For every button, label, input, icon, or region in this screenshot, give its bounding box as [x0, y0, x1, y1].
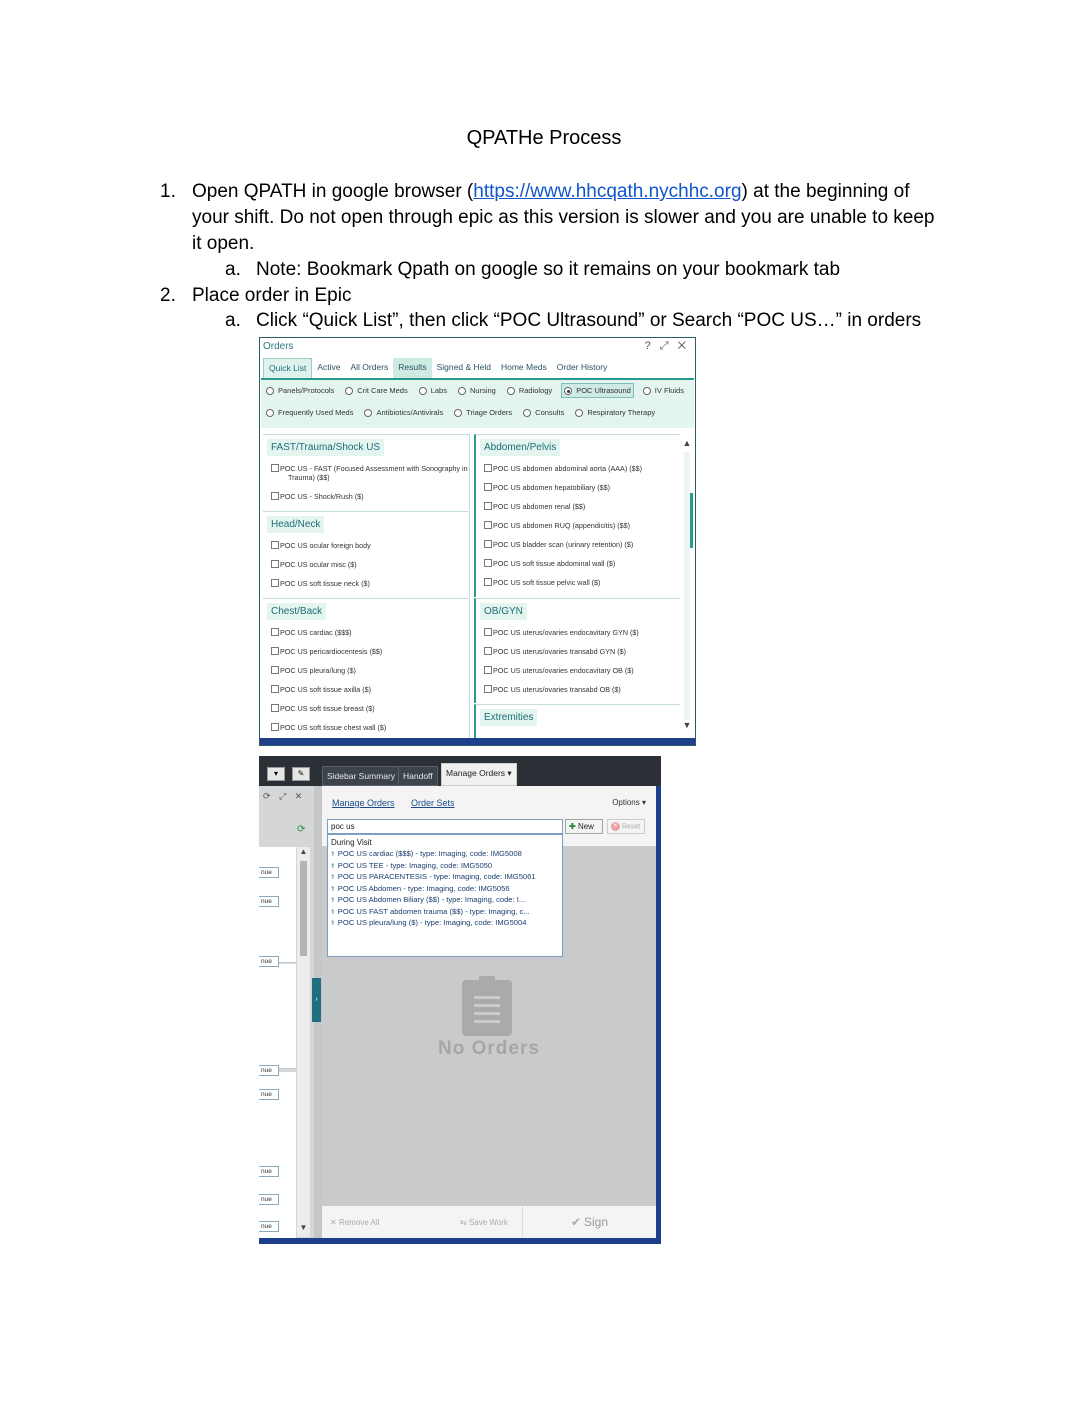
- left-card: [259, 964, 296, 1069]
- new-order-button[interactable]: ✚ New: [565, 819, 603, 834]
- radio-labs[interactable]: Labs: [417, 384, 449, 397]
- expand-handle-icon[interactable]: ›: [312, 978, 321, 1022]
- tab-home-meds[interactable]: Home Meds: [500, 362, 547, 372]
- radio-crit-care-meds[interactable]: Crit Care Meds: [343, 384, 409, 397]
- step-1-number: 1.: [160, 181, 176, 202]
- section-header: OB/GYN: [480, 603, 527, 620]
- radio-nursing[interactable]: Nursing: [456, 384, 498, 397]
- step-2-number: 2.: [160, 285, 176, 306]
- order-item[interactable]: POC US uterus/ovaries endocavitary GYN ($): [484, 628, 639, 637]
- screenshot-border: [260, 738, 695, 745]
- order-item[interactable]: POC US soft tissue breast ($): [271, 704, 375, 713]
- order-search-input[interactable]: poc us: [327, 819, 563, 834]
- step-2a-text: Click “Quick List”, then click “POC Ultrasound” or Search “POC US…” in orders: [256, 310, 922, 331]
- screenshot-border: [259, 1238, 661, 1244]
- section-ob-gyn: [474, 598, 680, 703]
- subtab-order-sets[interactable]: Order Sets: [411, 798, 455, 808]
- order-type-icon: ⚕: [331, 874, 335, 881]
- order-type-icon: ⚕: [331, 897, 335, 904]
- dropdown-item[interactable]: ⚕ POC US cardiac ($$$) - type: Imaging, code: IMG5008: [331, 849, 522, 858]
- order-item[interactable]: POC US ocular misc ($): [271, 560, 357, 569]
- left-value[interactable]: nue: [259, 1221, 279, 1232]
- options-menu[interactable]: Options ▾: [612, 798, 646, 807]
- order-item[interactable]: POC US - Shock/Rush ($): [271, 492, 363, 501]
- tab-active[interactable]: Active: [317, 362, 341, 372]
- step-1-line-2: your shift. Do not open through epic as this version is slower and you are unable to keep: [192, 207, 935, 228]
- document-title: QPATHe Process: [466, 127, 622, 149]
- step-1-text-pre: Open QPATH in google browser (: [192, 181, 474, 202]
- dropdown-item[interactable]: ⚕ POC US PARACENTESIS - type: Imaging, code: IMG5061: [331, 872, 536, 881]
- pane-controls-icon[interactable]: ⟳ ⤢ ✕: [263, 791, 306, 801]
- tab-order-history[interactable]: Order History: [556, 362, 608, 372]
- radio-consults[interactable]: Consults: [521, 406, 566, 419]
- dropdown-icon[interactable]: ▾: [267, 767, 285, 781]
- manage-orders-pane: [322, 786, 656, 1238]
- radio-triage-orders[interactable]: Triage Orders: [452, 406, 514, 419]
- remove-all-button[interactable]: ✕ Remove All: [330, 1218, 380, 1227]
- order-item[interactable]: POC US - FAST (Focused Assessment with Sonography in Trauma) ($$): [271, 464, 468, 482]
- left-value[interactable]: nue: [259, 956, 279, 967]
- radio-antibiotics[interactable]: Antibiotics/Antivirals: [362, 406, 445, 419]
- step-1-text-post: ) at the beginning of: [741, 181, 910, 202]
- section-fast-trauma: [263, 434, 470, 510]
- step-2-text: Place order in Epic: [192, 285, 352, 306]
- radio-poc-ultrasound[interactable]: POC Ultrasound: [561, 383, 634, 398]
- section-chest-back: [263, 598, 470, 741]
- left-value[interactable]: nue: [259, 867, 279, 878]
- order-item[interactable]: POC US uterus/ovaries endocavitary OB ($): [484, 666, 634, 675]
- orders-quick-list-screenshot: [259, 337, 696, 746]
- radio-iv-fluids[interactable]: IV Fluids: [641, 384, 686, 397]
- scroll-thumb[interactable]: [300, 861, 307, 956]
- section-header: Chest/Back: [267, 603, 326, 620]
- search-results-dropdown: [327, 834, 563, 957]
- radio-frequently-used-meds[interactable]: Frequently Used Meds: [264, 406, 355, 419]
- wrench-icon[interactable]: ✎: [292, 767, 310, 781]
- section-head-neck: [263, 511, 470, 597]
- category-row-1: [264, 383, 693, 398]
- order-item[interactable]: POC US abdomen abdominal aorta (AAA) ($$): [484, 464, 642, 473]
- order-item[interactable]: POC US uterus/ovaries transabd OB ($): [484, 685, 621, 694]
- chevron-down-icon[interactable]: ▼: [682, 720, 692, 730]
- left-value[interactable]: nue: [259, 1166, 279, 1177]
- left-scrollbar[interactable]: [297, 847, 310, 1237]
- dropdown-group-label: During Visit: [331, 838, 372, 847]
- order-type-icon: ⚕: [331, 920, 335, 927]
- chevron-down-icon[interactable]: ▼: [299, 1223, 308, 1232]
- order-item[interactable]: POC US pericardiocentesis ($$): [271, 647, 382, 656]
- reset-icon: ✕: [612, 823, 619, 829]
- order-item[interactable]: POC US soft tissue axilla ($): [271, 685, 371, 694]
- left-value[interactable]: nue: [259, 1089, 279, 1100]
- order-item[interactable]: POC US uterus/ovaries transabd GYN ($): [484, 647, 626, 656]
- category-radios: [261, 380, 694, 428]
- dropdown-item[interactable]: ⚕ POC US pleura/lung ($) - type: Imaging, code: IMG5004: [331, 918, 527, 927]
- chevron-up-icon[interactable]: ▲: [299, 847, 308, 856]
- step-1-line-1: [192, 181, 910, 203]
- refresh-icon[interactable]: ⟳: [297, 824, 306, 835]
- plus-icon: ✚: [569, 822, 576, 831]
- orders-scrollbar[interactable]: [681, 438, 693, 734]
- manage-orders-screenshot: [259, 756, 661, 1244]
- order-type-icon: ⚕: [331, 885, 335, 893]
- no-orders-message: No Orders: [438, 1038, 540, 1059]
- orders-tabs: [263, 358, 612, 378]
- step-2a-number: a.: [225, 310, 241, 331]
- radio-respiratory-therapy[interactable]: Respiratory Therapy: [573, 406, 657, 419]
- section-abdomen-pelvis: [474, 434, 680, 597]
- category-row-2: [264, 406, 664, 419]
- radio-radiology[interactable]: Radiology: [505, 384, 554, 397]
- order-type-icon: ⚕: [331, 851, 335, 858]
- tab-quick-list[interactable]: Quick List: [263, 358, 312, 378]
- order-item[interactable]: POC US abdomen hepatobiliary ($$): [484, 483, 610, 492]
- window-controls[interactable]: ? ⤢ ✕: [644, 340, 689, 352]
- left-value[interactable]: nue: [259, 1194, 279, 1205]
- dropdown-item[interactable]: ⚕ POC US Abdomen Biliary ($$) - type: Imaging, code: I...: [331, 895, 526, 904]
- section-extremities: [474, 704, 680, 741]
- step-1a-number: a.: [225, 259, 241, 280]
- tab-manage-orders[interactable]: Manage Orders ▾: [441, 763, 517, 786]
- orders-window-title: Orders: [263, 341, 294, 352]
- subtab-manage-orders[interactable]: Manage Orders: [332, 798, 395, 808]
- order-item[interactable]: POC US soft tissue neck ($): [271, 579, 370, 588]
- tab-signed-held[interactable]: Signed & Held: [436, 362, 491, 372]
- sign-button[interactable]: ✔ Sign: [522, 1206, 656, 1239]
- order-item[interactable]: POC US bladder scan (urinary retention) ($): [484, 540, 633, 549]
- order-item[interactable]: POC US abdomen renal ($$): [484, 502, 585, 511]
- order-item[interactable]: POC US ocular foreign body: [271, 541, 371, 550]
- order-type-icon: ⚕: [331, 862, 335, 870]
- section-header: Extremities: [480, 709, 537, 726]
- manage-orders-footer: [322, 1205, 656, 1238]
- order-item[interactable]: POC US pleura/lung ($): [271, 666, 356, 675]
- left-value[interactable]: nue: [259, 1065, 279, 1076]
- left-value[interactable]: nue: [259, 896, 279, 907]
- tab-results[interactable]: Results: [393, 358, 431, 378]
- chevron-up-icon[interactable]: ▲: [682, 438, 692, 448]
- order-item[interactable]: POC US cardiac ($$$): [271, 628, 352, 637]
- order-item[interactable]: POC US soft tissue pelvic wall ($): [484, 578, 600, 587]
- save-work-button[interactable]: ⇆ Save Work: [460, 1218, 508, 1227]
- reset-button[interactable]: ✕ Reset: [607, 819, 645, 834]
- order-type-icon: ⚕: [331, 908, 335, 916]
- dropdown-item[interactable]: ⚕ POC US Abdomen - type: Imaging, code: IMG5056: [331, 883, 510, 893]
- order-item[interactable]: POC US abdomen RUQ (appendicitis) ($$): [484, 521, 630, 530]
- qpath-link[interactable]: https://www.hhcqath.nychhc.org: [473, 181, 742, 202]
- tab-handoff[interactable]: Handoff: [398, 766, 438, 786]
- radio-panels-protocols[interactable]: Panels/Protocols: [264, 384, 336, 397]
- dropdown-item[interactable]: ⚕ POC US TEE - type: Imaging, code: IMG5050: [331, 860, 493, 870]
- dropdown-item[interactable]: ⚕ POC US FAST abdomen trauma ($$) - type: Imaging, c...: [331, 906, 530, 916]
- order-item[interactable]: POC US soft tissue chest wall ($): [271, 723, 386, 732]
- step-1a-text: Note: Bookmark Qpath on google so it remains on your bookmark tab: [256, 259, 841, 280]
- screenshot-border: [656, 786, 661, 1244]
- tab-sidebar-summary[interactable]: Sidebar Summary: [322, 766, 400, 786]
- step-1-line-3: it open.: [192, 233, 255, 254]
- tab-all-orders[interactable]: All Orders: [350, 362, 389, 372]
- check-icon: ✔: [570, 1215, 582, 1229]
- section-header: Abdomen/Pelvis: [480, 439, 560, 456]
- section-header: Head/Neck: [267, 516, 324, 533]
- scroll-thumb[interactable]: [690, 493, 693, 548]
- activity-tab-bar: [259, 756, 661, 786]
- section-header: FAST/Trauma/Shock US: [267, 439, 384, 456]
- order-item[interactable]: POC US soft tissue abdominal wall ($): [484, 559, 615, 568]
- clipboard-icon: [462, 980, 512, 1036]
